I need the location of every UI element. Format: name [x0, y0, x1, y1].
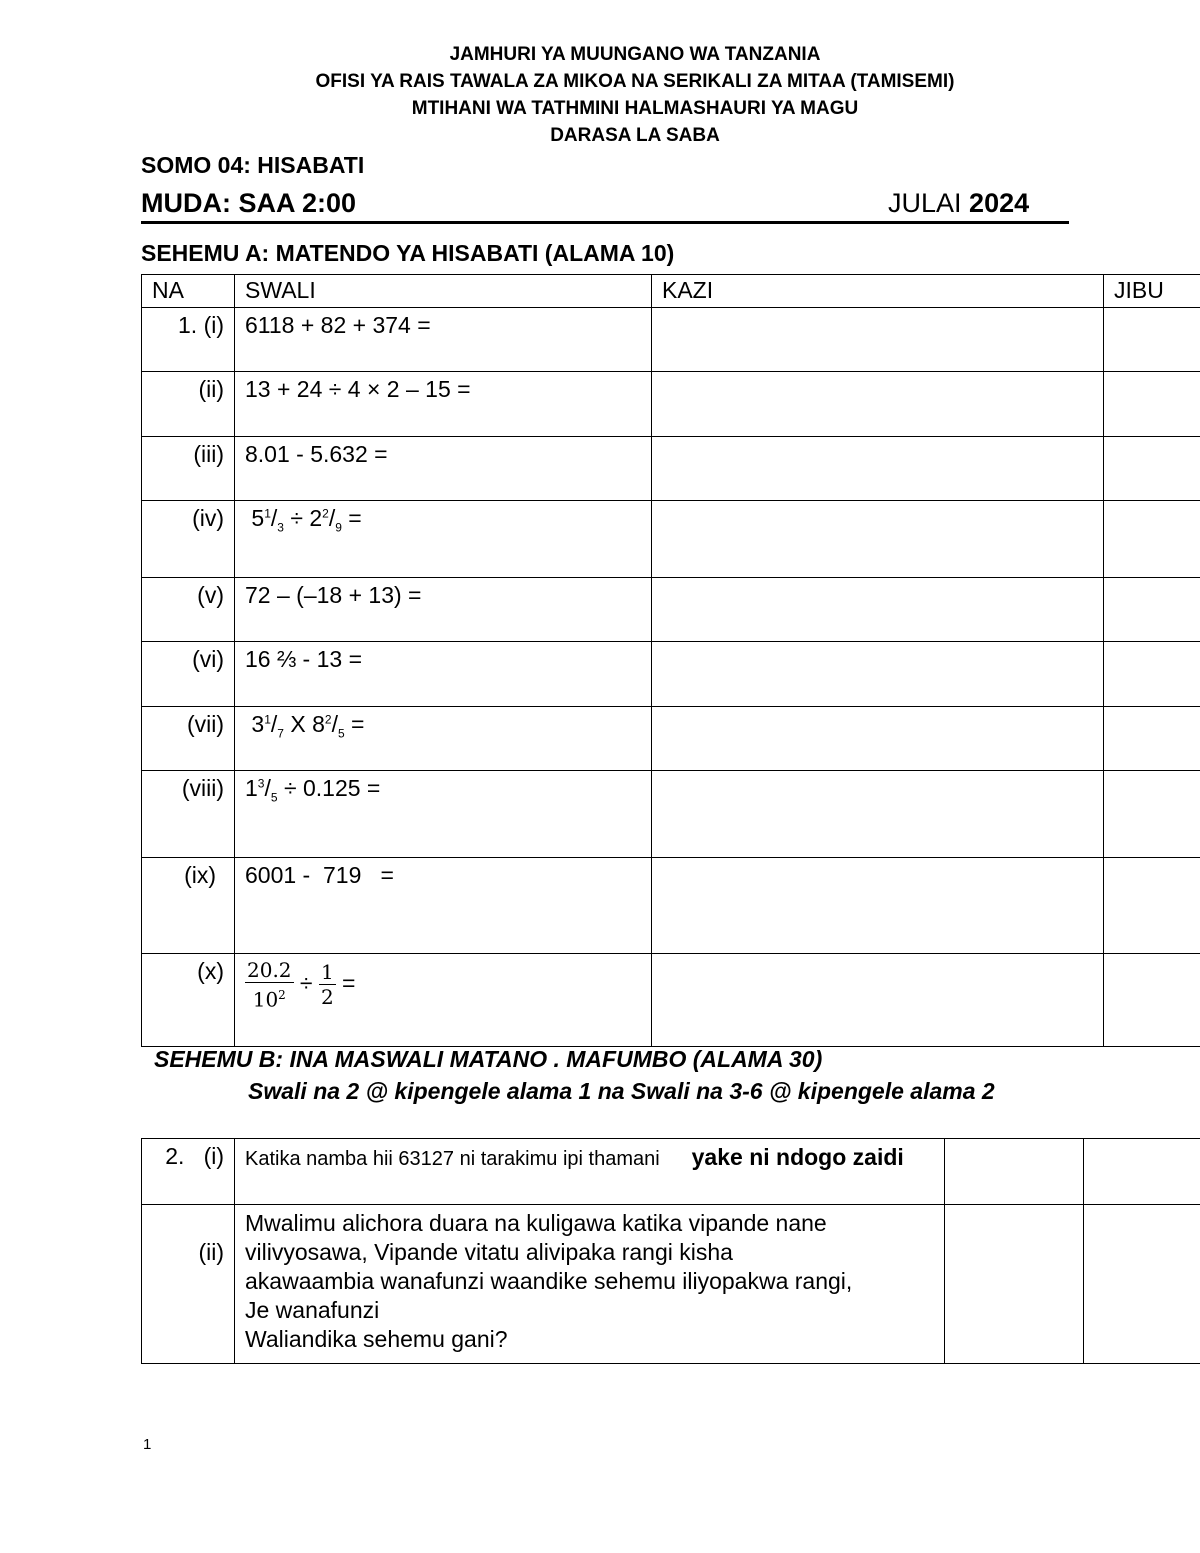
exam-date [888, 188, 1029, 219]
header-country: JAMHURI YA MUUNGANO WA TANZANIA [449, 44, 821, 65]
table-row [142, 501, 1200, 578]
answer-cell[interactable] [1104, 437, 1200, 501]
duration-label: MUDA: SAA 2:00 [141, 188, 357, 218]
page-number: 1 [143, 1436, 152, 1453]
work-cell[interactable] [652, 954, 1104, 1047]
header-underline [141, 221, 1069, 224]
table-row [142, 1205, 1200, 1364]
section-b-title: SEHEMU B: INA MASWALI MATANO . MAFUMBO (ALAMA 30) [154, 1046, 823, 1072]
question-text: 6001 - 719 = [235, 858, 652, 954]
header-grade: DARASA LA SABA [550, 125, 720, 146]
table-row [142, 954, 1200, 1047]
col-header-swali: SWALI [235, 275, 652, 308]
table-row [142, 308, 1200, 372]
table-row [142, 642, 1200, 707]
section-b-table [141, 1138, 1200, 1364]
table-row [142, 858, 1200, 954]
question-number: (ii) [142, 372, 235, 437]
question-number: (ii) [142, 1205, 235, 1364]
header-office: OFISI YA RAIS TAWALA ZA MIKOA NA SERIKALI ZA MITAA (TAMISEMI) [315, 71, 955, 92]
question-number: (x) [142, 954, 235, 1047]
question-number: (ix) [142, 858, 235, 954]
question-number: (viii) [142, 771, 235, 858]
question-text: 8.01 - 5.632 = [235, 437, 652, 501]
work-cell[interactable] [652, 642, 1104, 707]
answer-cell[interactable] [1104, 858, 1200, 954]
date-year: 2024 [969, 188, 1030, 218]
question-number: 2. (i) [142, 1139, 235, 1205]
question-text: $5^1/_3 \div 2^2/_9$ = [235, 501, 652, 578]
fraction-1: $\frac{20.2}{10^2}$ [247, 958, 292, 1012]
question-text: 72 – (–18 + 13) = [235, 578, 652, 642]
answer-cell[interactable] [1104, 578, 1200, 642]
col-header-na: NA [142, 275, 235, 308]
question-text: Katika namba hii 63127 ni tarakimu ipi thamani yake ni ndogo zaidi [235, 1139, 945, 1205]
answer-cell[interactable] [1084, 1205, 1200, 1364]
question-number: (iv) [142, 501, 235, 578]
answer-cell[interactable] [1104, 771, 1200, 858]
fraction-2: $\frac{1}{2}$ [320, 960, 334, 1010]
work-cell[interactable] [652, 372, 1104, 437]
col-header-kazi: KAZI [652, 275, 1104, 308]
date-month: JULAI [888, 188, 962, 218]
question-number: (v) [142, 578, 235, 642]
work-cell[interactable] [945, 1205, 1084, 1364]
work-cell[interactable] [945, 1139, 1084, 1205]
work-cell[interactable] [652, 707, 1104, 771]
question-text: $\frac{20.2}{10^2}$ ÷ $\frac{1}{2}$ = [235, 954, 652, 1047]
table-row [142, 437, 1200, 501]
question-number: (vii) [142, 707, 235, 771]
answer-cell[interactable] [1104, 642, 1200, 707]
section-a-table [141, 274, 1200, 1047]
table-header-row [142, 275, 1200, 308]
question-text: $1^3/_5 \div 0.125$ = [235, 771, 652, 858]
question-number: (vi) [142, 642, 235, 707]
question-number: 1. (i) [142, 308, 235, 372]
work-cell[interactable] [652, 771, 1104, 858]
table-row [142, 707, 1200, 771]
answer-cell[interactable] [1104, 501, 1200, 578]
subject-label: SOMO 04: HISABATI [141, 152, 365, 178]
answer-cell[interactable] [1104, 308, 1200, 372]
question-text: Mwalimu alichora duara na kuligawa katika vipande nane vilivyosawa, Vipande vitatu alivipaka rangi kisha akawaambia wanafunzi waandike sehemu iliyopakwa rangi, Je wanafunzi Waliandika sehemu gani? [235, 1205, 945, 1364]
work-cell[interactable] [652, 437, 1104, 501]
question-text: 13 + 24 ÷ 4 × 2 – 15 = [235, 372, 652, 437]
table-row [142, 1139, 1200, 1205]
answer-cell[interactable] [1104, 954, 1200, 1047]
answer-cell[interactable] [1084, 1139, 1200, 1205]
table-row [142, 578, 1200, 642]
col-header-jibu: JIBU [1104, 275, 1200, 308]
work-cell[interactable] [652, 858, 1104, 954]
work-cell[interactable] [652, 501, 1104, 578]
section-b-subtitle: Swali na 2 @ kipengele alama 1 na Swali na 3-6 @ kipengele alama 2 [248, 1078, 995, 1104]
header-exam: MTIHANI WA TATHMINI HALMASHAURI YA MAGU [411, 98, 859, 119]
question-text: 16 ⅔ - 13 = [235, 642, 652, 707]
work-cell[interactable] [652, 308, 1104, 372]
work-cell[interactable] [652, 578, 1104, 642]
answer-cell[interactable] [1104, 707, 1200, 771]
answer-cell[interactable] [1104, 372, 1200, 437]
table-row [142, 771, 1200, 858]
section-a-title: SEHEMU A: MATENDO YA HISABATI (ALAMA 10) [141, 240, 675, 266]
table-row [142, 372, 1200, 437]
question-number: (iii) [142, 437, 235, 501]
question-text: 6118 + 82 + 374 = [235, 308, 652, 372]
question-text: $3^1/_7$ X $8^2/_5$ = [235, 707, 652, 771]
